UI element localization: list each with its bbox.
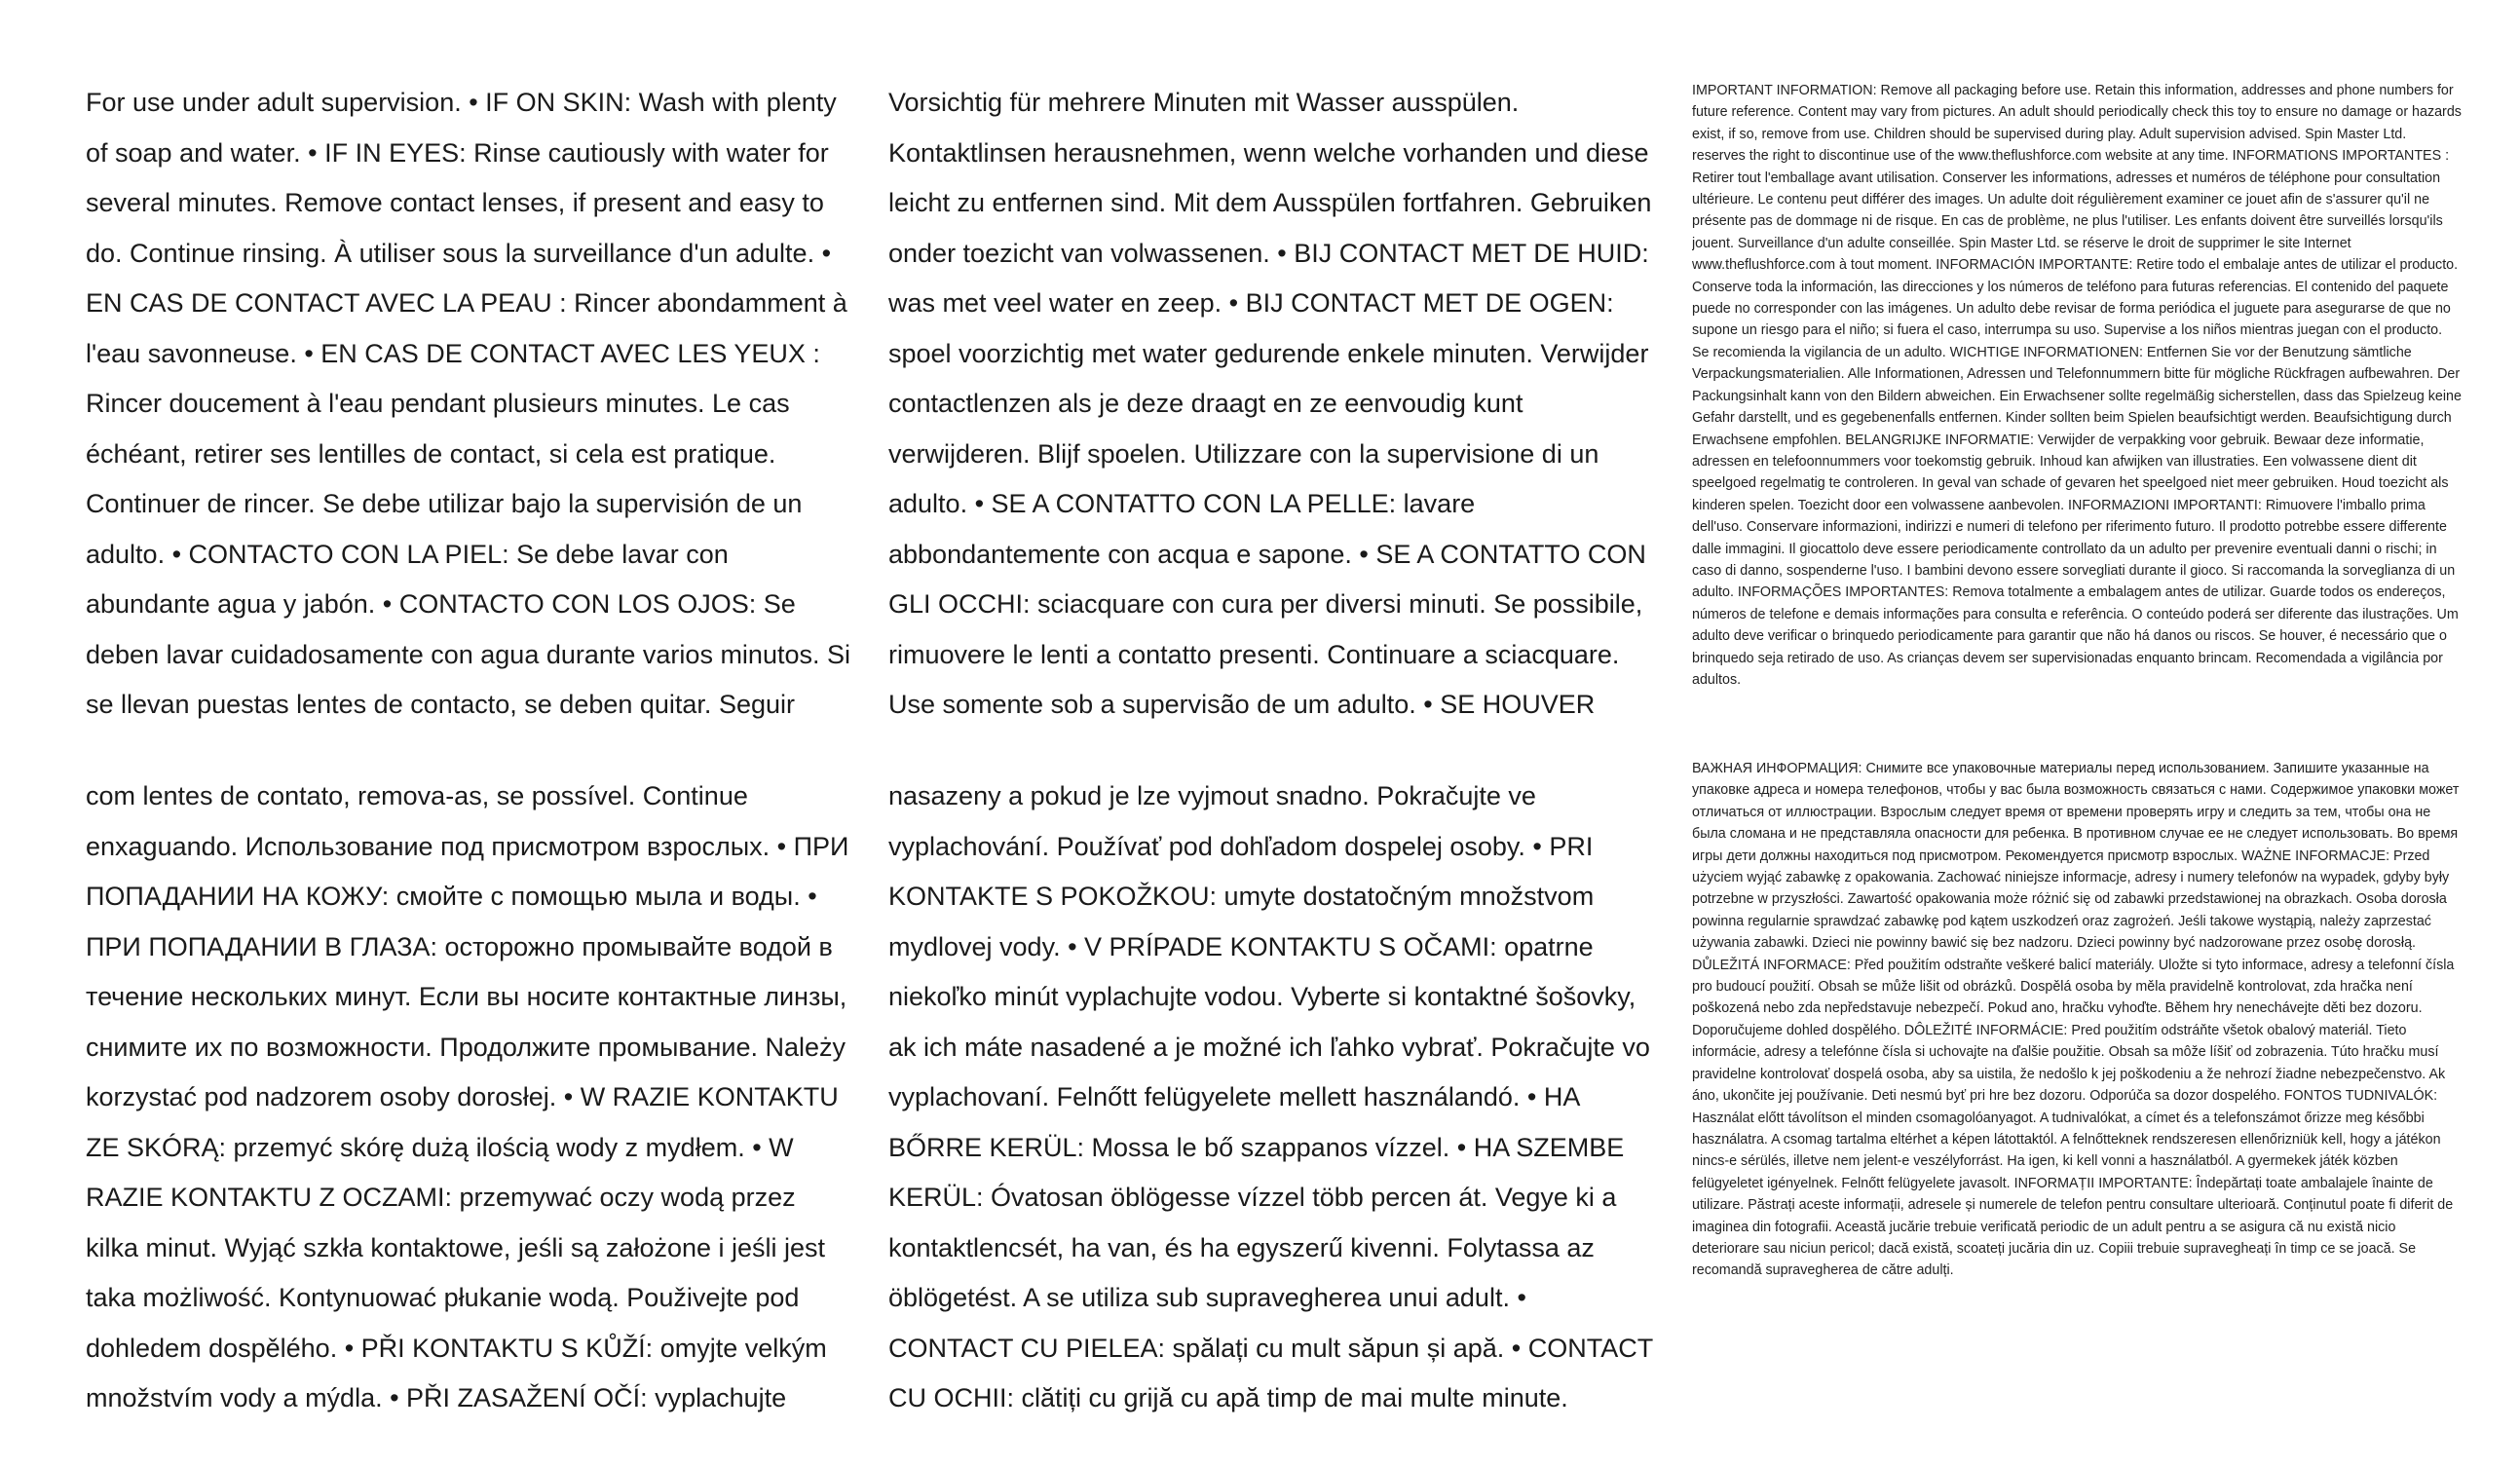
- warning-block-3: com lentes de contato, remova-as, se possível. Continue enxaguando. Использование под присмотром взрослых. • ПРИ ПОПАДАНИИ НА КОЖУ: смойте с помощью мыла и воды. • ПРИ ПОПАДАНИИ В ГЛАЗА: осторожно промывайте водой в течение нескольких минут. Если вы носите контактные линзы, снимите их по возможности. Продолжите промывание. Należy korzystać pod nadzorem osoby dorosłej. • W RAZIE KONTAKTU ZE SKÓRĄ: przemyć skórę dużą ilością wody z mydłem. • W RAZIE KONTAKTU Z OCZAMI: przemywać oczy wodą przez kilka minut. Wyjąć szkła kontaktowe, jeśli są założone i jeśli jest taka możliwość. Kontynuować płukanie wodą. Použivejte pod dohledem dospělého. • PŘI KONTAKTU S KŮŽÍ: omyjte velkým množstvím vody a mýdla. • PŘI ZASAŽENÍ OČÍ: vyplachujte: [86, 781, 849, 1412]
- warning-block-2: Vorsichtig für mehrere Minuten mit Wasser ausspülen. Kontaktlinsen herausnehmen, wenn welche vorhanden und diese leicht zu entfernen sind. Mit dem Ausspülen fortfahren. Gebruiken onder toezicht van volwassenen. • BIJ CONTACT MET DE HUID: was met veel water en zeep. • BIJ CONTACT MET DE OGEN: spoel voorzichtig met water gedurende enkele minuten. Verwijder contactlenzen als je deze draagt en ze eenvoudig kunt verwijderen. Blijf spoelen. Utilizzare con la supervisione di un adulto. • SE A CONTATTO CON LA PELLE: lavare abbondantemente con acqua e sapone. • SE A CONTATTO CON GLI OCCHI: sciacquare con cura per diversi minuti. Se possibile, rimuovere le lenti a contatto presenti. Continuare a sciacquare. Use somente sob a supervisão de um adulto. • SE HOUVER: [888, 88, 1652, 719]
- info-block-lower: ВАЖНАЯ ИНФОРМАЦИЯ: Снимите все упаковочные материалы перед использованием. Запишите указанные на упаковке адреса и номера телефонов, чтобы у вас была возможность связаться с нами. Содержимое упаковки может отличаться от иллюстрации. Взрослым следует время от времени проверять игру и следить за тем, чтобы она не была сломана и не представляла опасности для ребенка. В противном случае ее не следует использовать. Во время игры дети должны находиться под присмотром. Рекомендуется присмотр взрослых. WAŻNE INFORMACJE: Przed użyciem wyjąć zabawkę z opakowania. Zachować niniejsze informacje, adresy i numery telefonów na wypadek, gdyby były potrzebne w przyszłości. Zawartość opakowania może różnić się od zabawki przedstawionej na obrazkach. Osoba dorosła powinna regularnie sprawdzać zabawkę pod kątem uszkodzeń oraz zagrożeń. Jeśli takowe wystąpią, należy zaprzestać używania zabawki. Dzieci nie powinny bawić się bez nadzoru. Dzieci powinny być nadzorowane przez osobę dorosłą. DŮLEŽITÁ INFORMACE: Před použitím odstraňte veškeré balicí materiály. Uložte si tyto informace, adresy a telefonní čísla pro budoucí použití. Obsah se může lišit od obrázků. Dospělá osoba by měla pravidelně kontrolovat, zda hračka není poškozená nebo zda nepředstavuje nebezpečí. Pokud ano, hračku vyhoďte. Během hry nenechávejte děti bez dozoru. Doporučujeme dohled dospělého. DÔLEŽITÉ INFORMÁCIE: Pred použitím odstráňte všetok obalový materiál. Tieto informácie, adresy a telefónne čísla si uchovajte na ďalšie použitie. Obsah sa môže líšiť od zobrazenia. Túto hračku musí pravidelne kontrolovať dospelá osoba, aby sa uistila, že nedošlo k jej poškodeniu a že nehrozí žiadne nebezpečenstvo. Ak áno, ukončite jej používanie. Deti nesmú byť pri hre bez dozoru. Odporúča sa dozor dospelého. FONTOS TUDNIVALÓK: Használat előtt távolítson el minden csomagolóanyagot. A tudnivalókat, a címet és a telefonszámot őrizze meg későbbi használatra. A csomag tartalma eltérhet a képen látottaktól. A felnőtteknek rendszeresen ellenőrizniük kell, hogy a játékon nincs-e sérülés, illetve nem jelent-e veszélyforrást. Ha igen, ki kell vonni a használatból. A gyermekek játék közben felügyeletet igényelnek. Felnőtt felügyelete javasolt. INFORMAȚII IMPORTANTE: Îndepărtați toate ambalajele înainte de utilizare. Păstrați aceste informații, adresele și numerele de telefon pentru consultare ulterioară. Conținutul poate fi diferit de imaginea din fotografii. Această jucărie trebuie verificată periodic de un adult pentru a se asigura că nu există nicio deteriorare sau niciun pericol; dacă există, scoateți jucăria din uz. Copiii trebuie supravegheați în timp ce se joacă. Se recomandă supravegherea de către adulți.: [1692, 761, 2460, 1279]
- warning-block-4: nasazeny a pokud je lze vyjmout snadno. Pokračujte ve vyplachování. Používať pod dohľadom dospelej osoby. • PRI KONTAKTE S POKOŽKOU: umyte dostatočným množstvom mydlovej vody. • V PRÍPADE KONTAKTU S OČAMI: opatrne niekoľko minút vyplachujte vodou. Vyberte si kontaktné šošovky, ak ich máte nasadené a je možné ich ľahko vybrať. Pokračujte vo vyplachovaní. Felnőtt felügyelete mellett használandó. • HA BŐRRE KERÜL: Mossa le bő szappanos vízzel. • HA SZEMBE KERÜL: Óvatosan öblögesse vízzel több percen át. Vegye ki a kontaktlencsét, ha van, és ha egyszerű kivenni. Folytassa az öblögetést. A se utiliza sub supravegherea unui adult. • CONTACT CU PIELEA: spălați cu mult săpun și apă. • CONTACT CU OCHII: clătiți cu grijă cu apă timp de mai multe minute.: [888, 781, 1653, 1412]
- info-block-upper: IMPORTANT INFORMATION: Remove all packaging before use. Retain this information, addresses and phone numbers for future reference. Content may vary from pictures. An adult should periodically check this toy to ensure no damage or hazards exist, if so, remove from use. Children should be supervised during play. Adult supervision advised. Spin Master Ltd. reserves the right to discontinue use of the www.theflushforce.com website at any time. INFORMATIONS IMPORTANTES : Retirer tout l'emballage avant utilisation. Conserver les informations, adresses et numéros de téléphone pour consultation ultérieure. Le contenu peut différer des images. Un adulte doit régulièrement examiner ce jouet afin de s'assurer qu'il ne présente pas de dommage ni de risque. En cas de problème, ne plus l'utiliser. Les enfants doivent être surveillés lorsqu'ils jouent. Surveillance d'un adulte conseillée. Spin Master Ltd. se réserve le droit de supprimer le site Internet www.theflushforce.com à tout moment. INFORMACIÓN IMPORTANTE: Retire todo el embalaje antes de utilizar el producto. Conserve toda la información, las direcciones y los números de teléfono para futuras referencias. El contenido del paquete puede no corresponder con las imágenes. Un adulto debe revisar de forma periódica el juguete para asegurarse de que no supone un riesgo para el niño; si fuera el caso, interrumpa su uso. Supervise a los niños mientras juegan con el producto. Se recomienda la vigilancia de un adulto. WICHTIGE INFORMATIONEN: Entfernen Sie vor der Benutzung sämtliche Verpackungsmaterialien. Alle Informationen, Adressen und Telefonnummern bitte für mögliche Rückfragen aufbewahren. Der Packungsinhalt kann von den Bildern abweichen. Ein Erwachsener sollte regelmäßig sicherstellen, dass das Spielzeug keine Gefahr darstellt, und es gegebenenfalls entfernen. Kinder sollten beim Spielen beaufsichtigt werden. Beaufsichtigung durch Erwachsene empfohlen. BELANGRIJKE INFORMATIE: Verwijder de verpakking voor gebruik. Bewaar deze informatie, adressen en telefoonnummers voor toekomstig gebruik. Inhoud kan afwijken van illustraties. Een volwassene dient dit speelgoed regelmatig te controleren. In geval van schade of gevaren het speelgoed niet meer gebruiken. Houd toezicht als kinderen spelen. Toezicht door een volwassene aanbevolen. INFORMAZIONI IMPORTANTI: Rimuovere l'imballo prima dell'uso. Conservare informazioni, indirizzi e numeri di telefono per riferimento futuro. Il prodotto potrebbe essere differente dalle immagini. Il giocattolo deve essere periodicamente controllato da un adulto per prevenire eventuali danni o rischi; in caso di danno, sospenderne l'uso. I bambini devono essere sorvegliati durante il gioco. Si raccomanda la sorveglianza di un adulto. INFORMAÇÕES IMPORTANTES: Remova totalmente a embalagem antes de utilizar. Guarde todos os endereços, números de telefone e demais informações para consulta e referência. O conteúdo poderá ser diferente das ilustrações. Um adulto deve verificar o brinquedo periodicamente para garantir que não há danos ou riscos. Se houver, é necessário que o brinquedo seja retirado de uso. As crianças devem ser supervisionadas enquanto brincam. Recomendada a vigilância por adultos.: [1692, 83, 2462, 688]
- warning-block-1: For use under adult supervision. • IF ON SKIN: Wash with plenty of soap and water. • IF IN EYES: Rinse cautiously with water for several minutes. Remove contact lenses, if present and easy to do. Continue rinsing. À utiliser sous la surveillance d'un adulte. • EN CAS DE CONTACT AVEC LA PEAU : Rincer abondamment à l'eau savonneuse. • EN CAS DE CONTACT AVEC LES YEUX : Rincer doucement à l'eau pendant plusieurs minutes. Le cas échéant, retirer ses lentilles de contact, si cela est pratique. Continuer de rincer. Se debe utilizar bajo la supervisión de un adulto. • CONTACTO CON LA PIEL: Se debe lavar con abundante agua y jabón. • CONTACTO CON LOS OJOS: Se deben lavar cuidadosamente con agua durante varios minutos. Si se llevan puestas lentes de contacto, se deben quitar. Seguir: [86, 88, 850, 719]
